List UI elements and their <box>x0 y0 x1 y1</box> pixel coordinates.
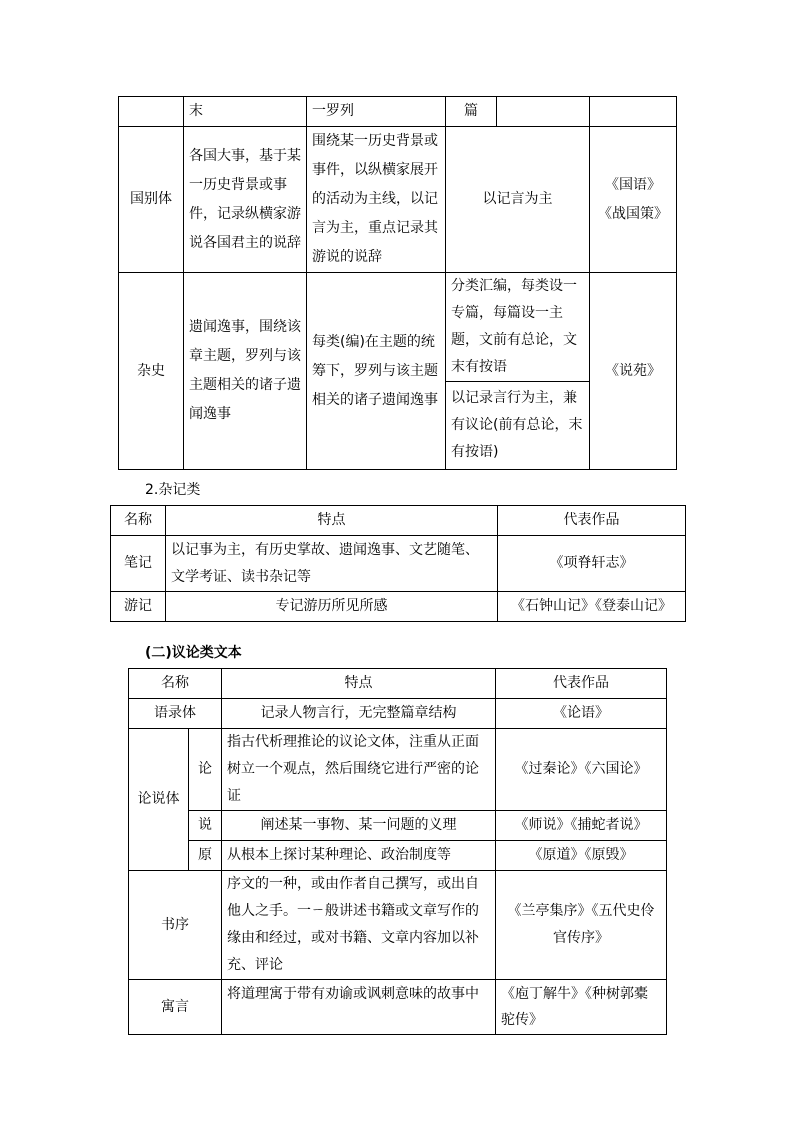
section-heading: (二)议论类文本 <box>145 645 242 661</box>
genre-feature: 以记录言行为主，兼有议论(前有总论，末有按语) <box>446 382 590 470</box>
genre-works: 《说苑》 <box>590 273 677 470</box>
subgenre-name: 说 <box>189 811 222 841</box>
literature-table-3 <box>128 668 667 1035</box>
genre-feature: 阐述某一事物、某一问题的义理 <box>222 811 496 841</box>
header-feature: 特点 <box>222 669 496 699</box>
section-heading: 2.杂记类 <box>145 482 201 498</box>
cell-top-mo: 末 <box>184 97 307 127</box>
cell-empty <box>119 97 184 127</box>
genre-name: 论说体 <box>129 729 189 871</box>
header-name: 名称 <box>111 506 166 536</box>
literature-table-1 <box>118 96 677 470</box>
genre-name: 游记 <box>111 592 166 622</box>
genre-feature: 分类汇编，每类设一专篇，每篇设一主题，文前有总论，文末有按语 <box>446 273 590 382</box>
cell-top-luolie: 一罗列 <box>307 97 446 127</box>
genre-feature: 以记言为主 <box>446 127 590 273</box>
genre-works: 《项脊轩志》 <box>498 536 686 592</box>
header-works: 代表作品 <box>496 669 667 699</box>
genre-content: 各国大事，基于某一历史背景或事件，记录纵横家游说各国君主的说辞 <box>184 127 307 273</box>
genre-name: 笔记 <box>111 536 166 592</box>
genre-works: 《兰亭集序》《五代史伶官传序》 <box>496 871 667 980</box>
genre-feature: 专记游历所见所感 <box>166 592 498 622</box>
genre-works: 《过秦论》《六国论》 <box>496 729 667 811</box>
genre-feature: 指古代析理推论的议论文体，注重从正面树立一个观点，然后围绕它进行严密的论证 <box>222 729 496 811</box>
genre-compile: 每类(编)在主题的统筹下，罗列与该主题相关的诸子遗闻逸事 <box>307 273 446 470</box>
genre-works <box>590 127 677 273</box>
genre-feature: 从根本上探讨某种理论、政治制度等 <box>222 841 496 871</box>
genre-feature: 将道理寓于带有劝谕或讽刺意味的故事中 <box>222 980 496 1035</box>
genre-feature: 序文的一种，或由作者自己撰写，或出自他人之手。一ㄧ般讲述书籍或文章写作的缘由和经过，或对书籍、文章内容加以补充、评论 <box>222 871 496 980</box>
genre-feature: 记录人物言行，无完整篇章结构 <box>222 699 496 729</box>
cell-empty <box>590 97 677 127</box>
header-name: 名称 <box>129 669 222 699</box>
genre-works: 《师说》《捕蛇者说》 <box>496 811 667 841</box>
genre-name: 书序 <box>129 871 222 980</box>
literature-table-2 <box>110 505 686 622</box>
subgenre-name: 原 <box>189 841 222 871</box>
genre-name: 国别体 <box>119 127 184 273</box>
genre-name: 杂史 <box>119 273 184 470</box>
cell-empty <box>497 97 590 127</box>
work-title: 《国语》 <box>605 176 661 193</box>
genre-works: 《论语》 <box>496 699 667 729</box>
genre-feature: 以记事为主，有历史掌故、遗闻逸事、文艺随笔、文学考证、读书杂记等 <box>166 536 498 592</box>
genre-name: 语录体 <box>129 699 222 729</box>
genre-works: 《原道》《原毁》 <box>496 841 667 871</box>
work-title: 《战国策》 <box>598 205 668 222</box>
header-feature: 特点 <box>166 506 498 536</box>
genre-works: 《庖丁解牛》《种树郭橐驼传》 <box>496 980 667 1035</box>
cell-top-pian: 篇 <box>446 97 497 127</box>
genre-works: 《石钟山记》《登泰山记》 <box>498 592 686 622</box>
subgenre-name: 论 <box>189 729 222 811</box>
genre-name: 寓言 <box>129 980 222 1035</box>
genre-content: 遗闻逸事，围绕该章主题，罗列与该主题相关的诸子遗闻逸事 <box>184 273 307 470</box>
genre-compile: 围绕某一历史背景或事件，以纵横家展开的活动为主线，以记言为主，重点记录其游说的说辞 <box>307 127 446 273</box>
header-works: 代表作品 <box>498 506 686 536</box>
